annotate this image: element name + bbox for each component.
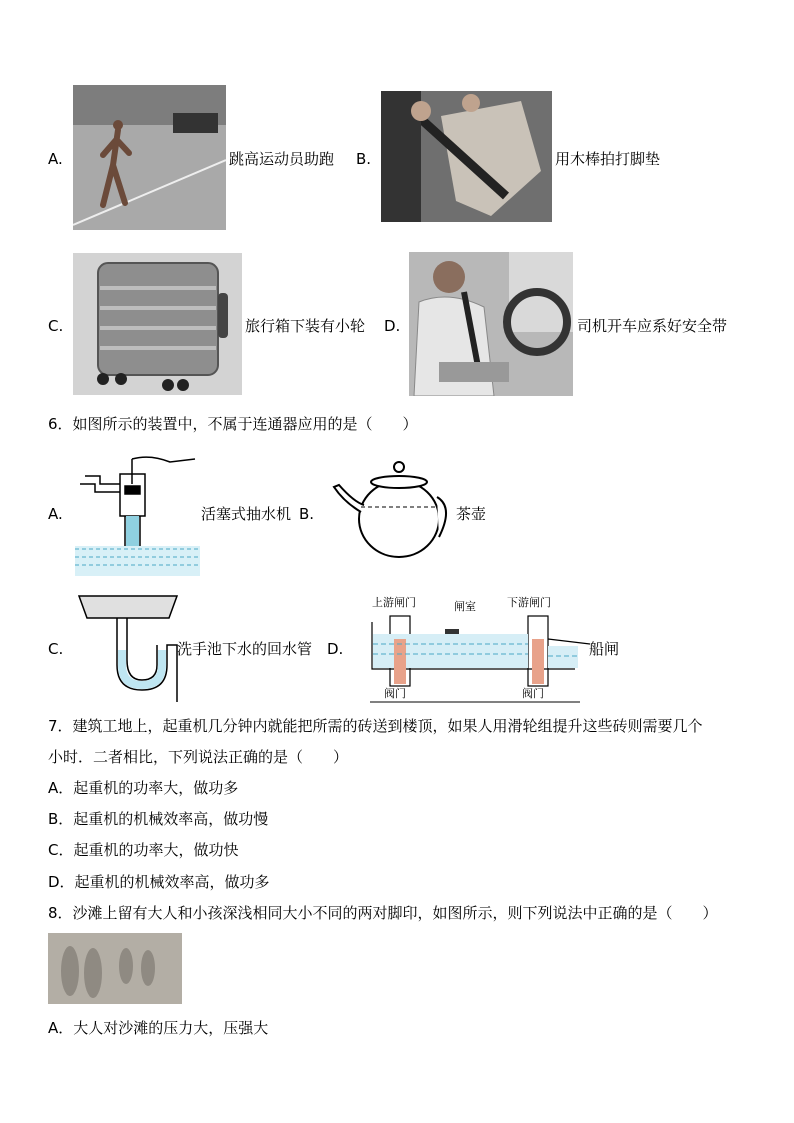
q7-option-a: A．起重机的功率大，做功多 xyxy=(48,779,239,797)
left-valve-label: 阀门 xyxy=(384,687,406,700)
seatbelt-photo xyxy=(409,252,573,396)
lock-chamber-label: 闸室 xyxy=(454,600,476,613)
q6-option-c-text: 洗手池下水的回水管 xyxy=(177,640,313,658)
q5-option-a-text: 跳高运动员助跑 xyxy=(229,150,335,168)
q6-option-a-text: 活塞式抽水机 xyxy=(201,505,292,523)
teapot-figure xyxy=(329,457,454,565)
right-valve-label: 阀门 xyxy=(522,687,544,700)
q6-option-c-letter: C. xyxy=(48,640,64,658)
high-jump-photo xyxy=(73,85,226,230)
upstream-gate-label: 上游闸门 xyxy=(372,596,416,609)
q6-option-d-letter: D. xyxy=(327,640,344,658)
ship-lock-figure xyxy=(350,594,590,706)
piston-pump-figure xyxy=(75,454,200,576)
q8-stem: 8．沙滩上留有大人和小孩深浅相同大小不同的两对脚印，如图所示，则下列说法中正确的是（ ） xyxy=(48,904,718,922)
q8-option-a: A．大人对沙滩的压力大，压强大 xyxy=(48,1019,269,1037)
footprints-photo xyxy=(48,933,182,1004)
q7-stem-line1: 7．建筑工地上，起重机几分钟内就能把所需的砖送到楼顶，如果人用滑轮组提升这些砖则需要几个 xyxy=(48,717,703,735)
sink-trap-figure xyxy=(77,590,182,705)
q5-option-c-letter: C. xyxy=(48,317,64,335)
q5-option-b-letter: B. xyxy=(356,150,372,168)
q5-option-b-text: 用木棒拍打脚垫 xyxy=(555,150,661,168)
q6-option-a-letter: A. xyxy=(48,505,63,523)
q5-option-c-text: 旅行箱下装有小轮 xyxy=(245,317,366,335)
q5-option-d-text: 司机开车应系好安全带 xyxy=(577,317,728,335)
q7-stem-line2: 小时．二者相比，下列说法正确的是（ ） xyxy=(48,748,349,766)
q6-option-b-letter: B. xyxy=(299,505,315,523)
q6-option-d-text: 船闸 xyxy=(589,640,620,658)
q5-option-a-letter: A. xyxy=(48,150,63,168)
q6-option-b-text: 茶壶 xyxy=(456,505,487,523)
q6-stem: 6．如图所示的装置中，不属于连通器应用的是（ ） xyxy=(48,415,418,433)
beating-mat-photo xyxy=(381,91,552,222)
q7-option-b: B．起重机的机械效率高，做功慢 xyxy=(48,810,269,828)
q7-option-d: D．起重机的机械效率高，做功多 xyxy=(48,873,270,891)
downstream-gate-label: 下游闸门 xyxy=(507,596,551,609)
q5-option-d-letter: D. xyxy=(384,317,401,335)
suitcase-photo xyxy=(73,253,242,395)
q7-option-c: C．起重机的功率大，做功快 xyxy=(48,841,239,859)
